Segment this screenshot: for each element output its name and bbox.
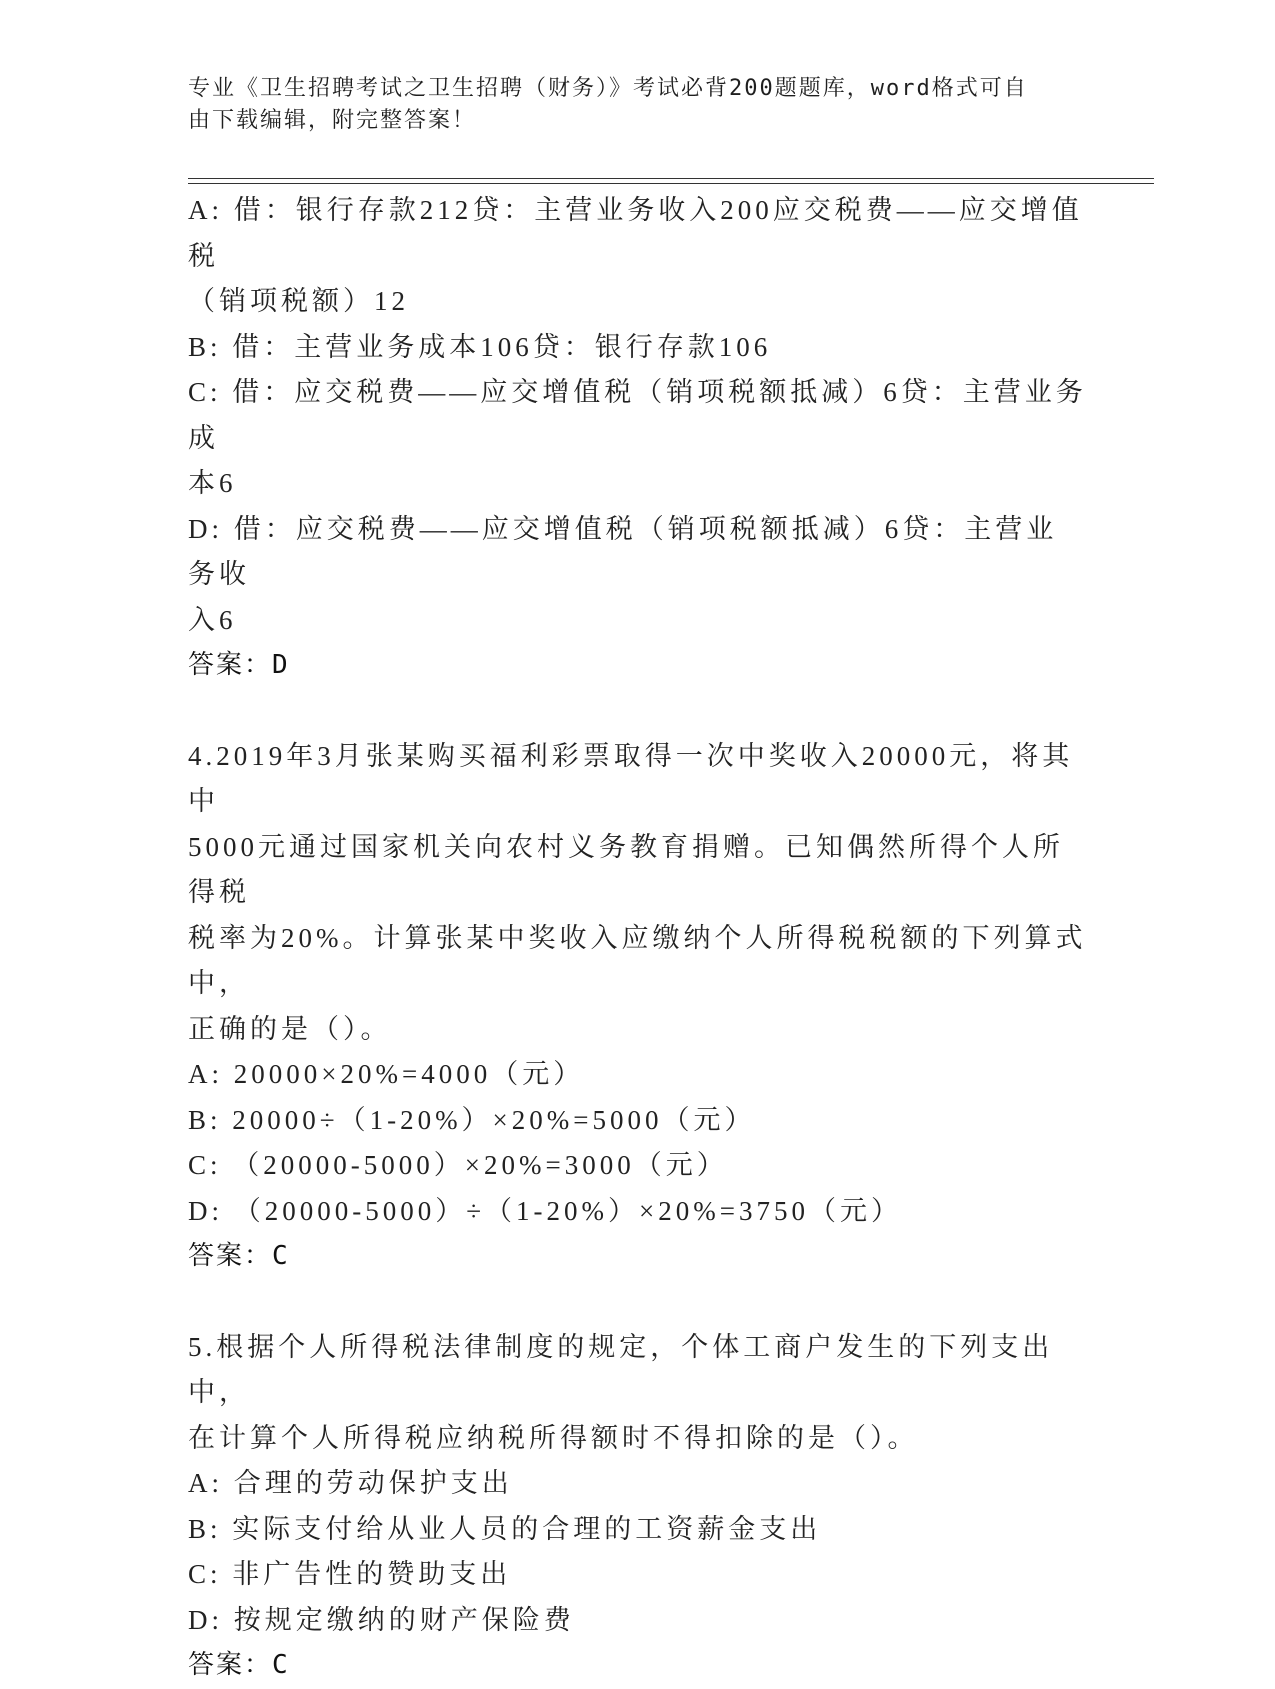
option-b: B: 借：主营业务成本106贷：银行存款106 <box>188 331 772 362</box>
option-a: A: 20000×20%=4000（元） <box>188 1059 585 1089</box>
option-c: C: （20000-5000）×20%=3000（元） <box>188 1150 728 1180</box>
option-c-line-2: 本6 <box>188 468 237 498</box>
question-4 <box>188 734 1088 1280</box>
header-divider-bottom <box>188 183 1154 184</box>
question-stem-line-4: 正确的是（）。 <box>188 1013 392 1044</box>
question-stem-line-2: 5000元通过国家机关向农村义务教育捐赠。已知偶然所得个人所得税 <box>188 831 1064 907</box>
option-d: D: （20000-5000）÷（1-20%）×20%=3750（元） <box>188 1195 902 1226</box>
header-line-1: 专业《卫生招聘考试之卫生招聘（财务）》考试必背200题题库，word格式可自 <box>188 76 1028 101</box>
option-b: B: 20000÷（1-20%）×20%=5000（元） <box>188 1104 756 1135</box>
answer: 答案：C <box>188 1650 290 1680</box>
option-c: C: 非广告性的赞助支出 <box>188 1559 512 1589</box>
option-b: B: 实际支付给从业人员的合理的工资薪金支出 <box>188 1513 822 1544</box>
answer: 答案：C <box>188 1241 290 1271</box>
spacer <box>188 689 1088 734</box>
question-stem-line-2: 在计算个人所得税应纳税所得额时不得扣除的是（）。 <box>188 1422 919 1453</box>
question-stem-line-3: 税率为20%。计算张某中奖收入应缴纳个人所得税税额的下列算式中， <box>188 922 1087 998</box>
answer: 答案：D <box>188 650 290 680</box>
option-d: D: 按规定缴纳的财产保险费 <box>188 1604 575 1635</box>
option-a-line-1: A: 借：银行存款212贷：主营业务收入200应交税费——应交增值税 <box>188 195 1083 271</box>
header-line-2: 由下载编辑，附完整答案！ <box>188 108 477 133</box>
question-3-tail <box>188 188 1088 689</box>
document-header <box>188 73 1068 137</box>
option-a: A: 合理的劳动保护支出 <box>188 1468 513 1498</box>
question-stem-line-1: 4.2019年3月张某购买福利彩票取得一次中奖收入20000元，将其中 <box>188 740 1074 816</box>
spacer <box>188 1280 1088 1325</box>
question-stem-line-1: 5.根据个人所得税法律制度的规定，个体工商户发生的下列支出中， <box>188 1331 1054 1407</box>
option-d-line-1: D: 借：应交税费——应交增值税（销项税额抵减）6贷：主营业务收 <box>188 513 1058 589</box>
option-c-line-1: C: 借：应交税费——应交增值税（销项税额抵减）6贷：主营业务成 <box>188 377 1087 453</box>
question-5 <box>188 1325 1088 1689</box>
option-d-line-2: 入6 <box>188 604 237 635</box>
document-body <box>188 188 1088 1689</box>
header-divider-top <box>188 178 1154 179</box>
option-a-line-2: （销项税额）12 <box>188 286 409 316</box>
